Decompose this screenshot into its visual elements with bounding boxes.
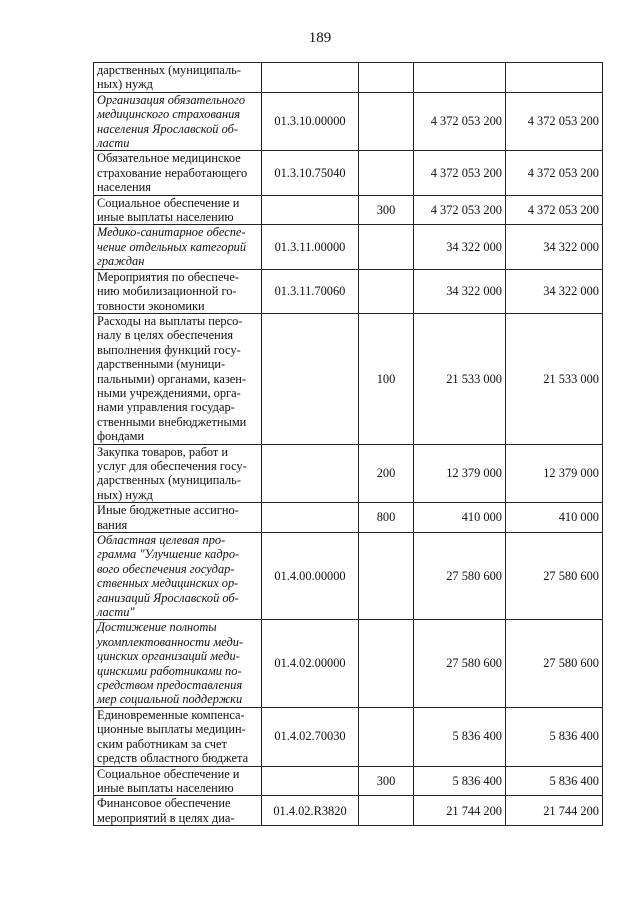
expense-type-cell — [359, 533, 414, 620]
row-name-cell — [94, 444, 262, 503]
expense-type-cell — [359, 63, 414, 93]
row-name-line: Финансовое обеспечение — [97, 796, 231, 811]
expense-type-cell — [359, 620, 414, 707]
amount-year1-cell: 4 372 053 200 — [414, 195, 506, 225]
row-name-line: ных) нужд — [97, 487, 153, 502]
amount-year1-cell: 4 372 053 200 — [414, 151, 506, 195]
row-name-line: Закупка товаров, работ и — [97, 444, 229, 459]
row-name-cell — [94, 313, 262, 444]
table-row — [94, 63, 603, 93]
row-name-cell — [94, 195, 262, 225]
expense-type-cell — [359, 225, 414, 269]
expense-type-cell — [359, 269, 414, 313]
expense-type-cell — [359, 92, 414, 151]
row-name-line: чение отдельных категорий — [97, 239, 247, 254]
row-name-line: вания — [97, 517, 128, 532]
target-article-code-cell: 01.4.02.70030 — [262, 707, 359, 766]
row-name-line: Медико-санитарное обеспе- — [97, 225, 246, 240]
row-name-cell — [94, 151, 262, 195]
target-article-code-cell — [262, 444, 359, 503]
row-name-cell — [94, 533, 262, 620]
amount-year2-cell: 12 379 000 — [506, 444, 603, 503]
amount-year2-cell: 4 372 053 200 — [506, 92, 603, 151]
row-name-line: ским работникам за счет — [97, 736, 227, 751]
row-name-line: страхование неработающего — [97, 165, 248, 180]
row-name-cell — [94, 63, 262, 93]
expense-type-cell: 200 — [359, 444, 414, 503]
target-article-code-cell: 01.3.11.70060 — [262, 269, 359, 313]
row-name-cell — [94, 796, 262, 826]
row-name-line: Организация обязательного — [97, 92, 246, 107]
amount-year2-cell: 5 836 400 — [506, 707, 603, 766]
table-row — [94, 269, 603, 313]
row-name-line: дарственных (муниципаль- — [97, 473, 241, 488]
row-name-cell — [94, 225, 262, 269]
expense-type-cell — [359, 796, 414, 826]
table-row — [94, 766, 603, 796]
amount-year1-cell: 34 322 000 — [414, 225, 506, 269]
row-name-line: цинскими работниками по- — [97, 663, 242, 678]
row-name-line: ласти — [97, 136, 130, 151]
row-name-line: медицинского страхования — [97, 107, 241, 122]
row-name-line: товности экономики — [97, 298, 205, 313]
amount-year1-cell: 27 580 600 — [414, 533, 506, 620]
target-article-code-cell: 01.4.02.00000 — [262, 620, 359, 707]
row-name-line: ными учреждениями, орга- — [97, 385, 241, 400]
amount-year2-cell: 4 372 053 200 — [506, 195, 603, 225]
budget-table — [93, 62, 603, 826]
row-name-line: средств областного бюджета — [97, 751, 249, 766]
target-article-code-cell: 01.4.00.00000 — [262, 533, 359, 620]
amount-year2-cell — [506, 63, 603, 93]
target-article-code-cell — [262, 503, 359, 533]
row-name-line: пальными) органами, казен- — [97, 371, 246, 386]
table-row — [94, 151, 603, 195]
row-name-cell — [94, 92, 262, 151]
row-name-line: Мероприятия по обеспече- — [97, 269, 239, 284]
row-name-cell — [94, 503, 262, 533]
expense-type-cell: 300 — [359, 766, 414, 796]
row-name-line: ственными внебюджетными — [97, 414, 247, 429]
row-name-cell — [94, 707, 262, 766]
amount-year1-cell: 5 836 400 — [414, 707, 506, 766]
budget-table-body — [94, 63, 603, 826]
row-name-line: средством предоставления — [97, 678, 243, 693]
row-name-line: иные выплаты населению — [97, 210, 234, 225]
amount-year2-cell: 34 322 000 — [506, 269, 603, 313]
row-name-line: населения — [97, 180, 151, 195]
row-name-line: ласти" — [97, 605, 135, 620]
target-article-code-cell — [262, 766, 359, 796]
table-row — [94, 444, 603, 503]
row-name-line: Социальное обеспечение и — [97, 766, 240, 781]
amount-year2-cell: 410 000 — [506, 503, 603, 533]
target-article-code-cell: 01.3.11.00000 — [262, 225, 359, 269]
table-row — [94, 796, 603, 826]
table-row — [94, 92, 603, 151]
expense-type-cell — [359, 151, 414, 195]
row-name-line: нами управления государ- — [97, 400, 235, 415]
row-name-line: услуг для обеспечения госу- — [97, 458, 247, 473]
expense-type-cell: 800 — [359, 503, 414, 533]
row-name-line: Иные бюджетные ассигно- — [97, 503, 239, 518]
amount-year1-cell: 410 000 — [414, 503, 506, 533]
row-name-cell — [94, 620, 262, 707]
row-name-cell — [94, 766, 262, 796]
amount-year2-cell: 21 744 200 — [506, 796, 603, 826]
amount-year1-cell: 21 533 000 — [414, 313, 506, 444]
amount-year2-cell: 4 372 053 200 — [506, 151, 603, 195]
amount-year1-cell — [414, 63, 506, 93]
expense-type-cell: 300 — [359, 195, 414, 225]
row-name-line: дарственных (муниципаль- — [97, 63, 241, 77]
row-name-line: Единовременные компенса- — [97, 707, 245, 722]
amount-year1-cell: 27 580 600 — [414, 620, 506, 707]
row-name-line: Социальное обеспечение и — [97, 195, 240, 210]
row-name-line: мероприятий в целях диа- — [97, 810, 235, 825]
row-name-line: вого обеспечения государ- — [97, 561, 235, 576]
row-name-line: Областная целевая про- — [97, 533, 226, 547]
amount-year1-cell: 34 322 000 — [414, 269, 506, 313]
amount-year2-cell: 27 580 600 — [506, 620, 603, 707]
amount-year2-cell: 34 322 000 — [506, 225, 603, 269]
row-name-line: населения Ярославской об- — [97, 121, 238, 136]
amount-year2-cell: 21 533 000 — [506, 313, 603, 444]
table-row — [94, 195, 603, 225]
expense-type-cell: 100 — [359, 313, 414, 444]
amount-year1-cell: 4 372 053 200 — [414, 92, 506, 151]
expense-type-cell — [359, 707, 414, 766]
row-name-line: фондами — [97, 429, 145, 444]
row-name-line: иные выплаты населению — [97, 780, 234, 795]
row-name-line: Обязательное медицинское — [97, 151, 241, 166]
row-name-line: грамма "Улучшение кадро- — [97, 547, 240, 562]
table-row — [94, 503, 603, 533]
amount-year1-cell: 12 379 000 — [414, 444, 506, 503]
target-article-code-cell: 01.4.02.R3820 — [262, 796, 359, 826]
table-row — [94, 313, 603, 444]
row-name-line: ционные выплаты медицин- — [97, 722, 246, 737]
target-article-code-cell — [262, 63, 359, 93]
table-row — [94, 225, 603, 269]
amount-year2-cell: 5 836 400 — [506, 766, 603, 796]
row-name-line: Расходы на выплаты персо- — [97, 313, 243, 328]
row-name-line: мер социальной поддержки — [97, 692, 243, 707]
row-name-line: цинских организаций меди- — [97, 649, 240, 664]
amount-year1-cell: 21 744 200 — [414, 796, 506, 826]
row-name-line: выполнения функций госу- — [97, 342, 241, 357]
amount-year1-cell: 5 836 400 — [414, 766, 506, 796]
table-row — [94, 533, 603, 620]
row-name-line: ных) нужд — [97, 77, 153, 92]
row-name-line: граждан — [97, 254, 145, 269]
row-name-line: ственных медицинских ор- — [97, 576, 239, 591]
amount-year2-cell: 27 580 600 — [506, 533, 603, 620]
target-article-code-cell: 01.3.10.00000 — [262, 92, 359, 151]
row-name-cell — [94, 269, 262, 313]
target-article-code-cell — [262, 313, 359, 444]
target-article-code-cell: 01.3.10.75040 — [262, 151, 359, 195]
table-row — [94, 707, 603, 766]
row-name-line: Достижение полноты — [97, 620, 217, 635]
row-name-line: нию мобилизационной го- — [97, 284, 237, 299]
target-article-code-cell — [262, 195, 359, 225]
row-name-line: дарственными (муници- — [97, 357, 226, 372]
row-name-line: налу в целях обеспечения — [97, 328, 234, 343]
row-name-line: ганизаций Ярославской об- — [97, 590, 239, 605]
row-name-line: укомплектованности меди- — [97, 634, 244, 649]
table-row — [94, 620, 603, 707]
page-number: 189 — [308, 30, 332, 46]
